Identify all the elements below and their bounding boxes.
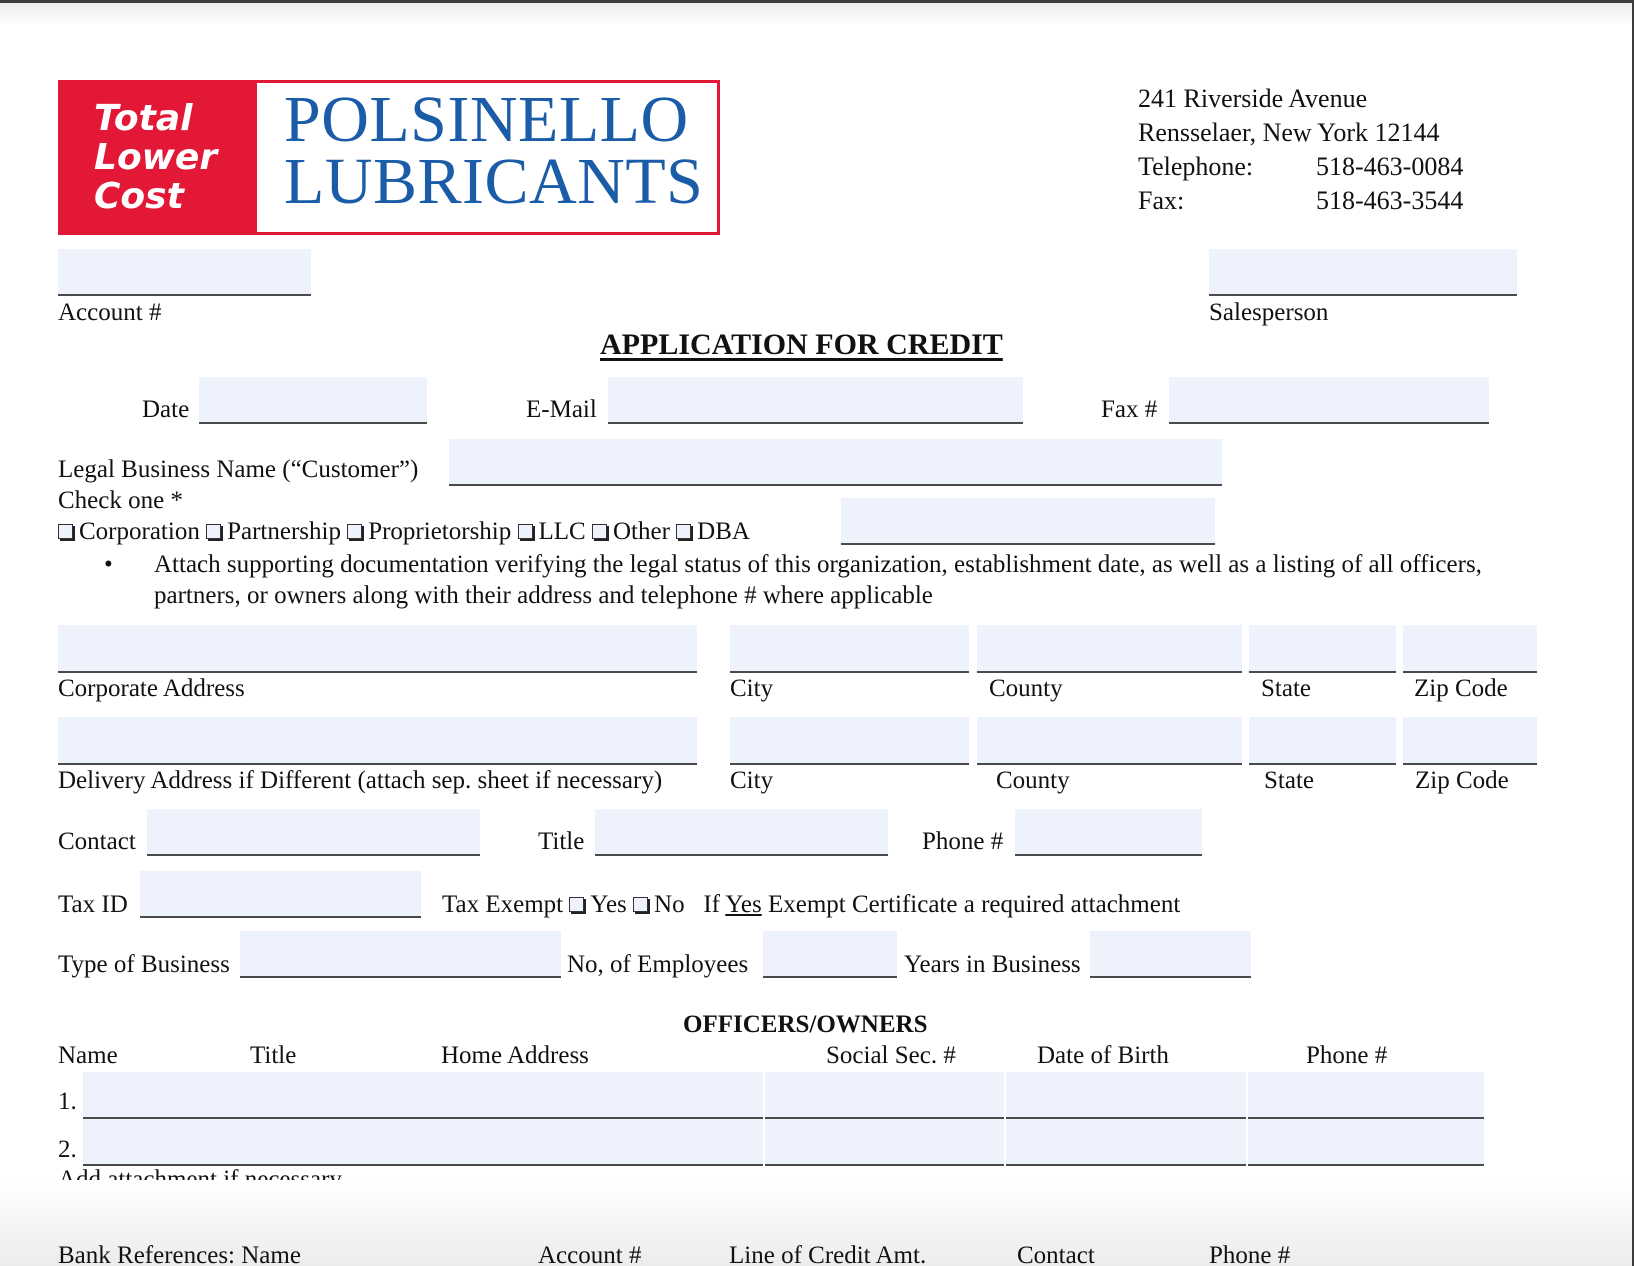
employees-label: No, of Employees bbox=[567, 951, 749, 978]
logo-name-line2: LUBRICANTS bbox=[284, 145, 704, 218]
officer-2-name-title-address-field[interactable] bbox=[83, 1119, 763, 1166]
delivery-zip-label: Zip Code bbox=[1415, 767, 1509, 794]
delivery-address-field[interactable] bbox=[58, 717, 697, 765]
tax-exempt-group bbox=[442, 890, 1180, 920]
contact-field[interactable] bbox=[147, 809, 480, 856]
fax-value: 518-463-3544 bbox=[1316, 186, 1464, 215]
years-label: Years in Business bbox=[904, 951, 1081, 978]
tagline-cost: Cost bbox=[94, 176, 184, 217]
entity-option-other[interactable] bbox=[592, 518, 670, 545]
officer-2-dob-field[interactable] bbox=[1006, 1119, 1246, 1166]
officers-col-phone: Phone # bbox=[1306, 1042, 1388, 1069]
officers-col-dob: Date of Birth bbox=[1037, 1042, 1169, 1069]
legal-name-field[interactable] bbox=[449, 439, 1222, 486]
delivery-address-label: Delivery Address if Different (attach sep. sheet if necessary) bbox=[58, 767, 663, 794]
yes-label: Yes bbox=[590, 891, 627, 918]
entity-type-options bbox=[58, 517, 750, 547]
tax-note-prefix: If bbox=[703, 891, 720, 918]
legal-name-label: Legal Business Name (“Customer”) bbox=[58, 456, 419, 483]
corporate-state-field[interactable] bbox=[1249, 625, 1396, 673]
title-field[interactable] bbox=[595, 809, 888, 856]
checkbox-icon[interactable] bbox=[569, 897, 584, 912]
option-label: DBA bbox=[697, 518, 750, 545]
entity-option-dba[interactable] bbox=[676, 518, 750, 545]
logo-company-name bbox=[284, 83, 704, 218]
years-field[interactable] bbox=[1090, 931, 1251, 978]
corporate-address-label: Corporate Address bbox=[58, 675, 245, 702]
delivery-state-label: State bbox=[1264, 767, 1314, 794]
option-label: Corporation bbox=[79, 518, 200, 545]
date-field[interactable] bbox=[199, 377, 427, 424]
tax-id-label: Tax ID bbox=[58, 891, 128, 918]
documentation-note-line2: partners, or owners along with their address and telephone # where applicable bbox=[154, 582, 933, 609]
checkbox-icon[interactable] bbox=[518, 524, 533, 539]
bank-ref-col-name: Bank References: Name bbox=[58, 1242, 301, 1266]
form-title: APPLICATION FOR CREDIT bbox=[600, 328, 1003, 361]
entity-option-llc[interactable] bbox=[518, 518, 586, 545]
officer-2-phone-field[interactable] bbox=[1248, 1119, 1484, 1166]
delivery-city-field[interactable] bbox=[730, 717, 969, 765]
tagline-lower: Lower bbox=[94, 137, 218, 178]
delivery-zip-field[interactable] bbox=[1403, 717, 1537, 765]
checkbox-icon[interactable] bbox=[347, 524, 362, 539]
officers-col-ssn: Social Sec. # bbox=[826, 1042, 956, 1069]
tax-exempt-no-option[interactable] bbox=[633, 891, 685, 918]
option-label: Proprietorship bbox=[368, 518, 512, 545]
checkbox-icon[interactable] bbox=[58, 524, 73, 539]
entity-option-partnership[interactable] bbox=[206, 518, 341, 545]
company-logo bbox=[58, 80, 720, 235]
date-label: Date bbox=[142, 396, 190, 423]
checkbox-icon[interactable] bbox=[206, 524, 221, 539]
company-address-block bbox=[1138, 82, 1463, 218]
no-label: No bbox=[654, 891, 685, 918]
corporate-zip-label: Zip Code bbox=[1414, 675, 1508, 702]
contact-label: Contact bbox=[58, 828, 136, 855]
tax-note-yes: Yes bbox=[725, 891, 762, 918]
fax-label: Fax: bbox=[1138, 186, 1185, 215]
salesperson-field[interactable] bbox=[1209, 249, 1517, 296]
bank-ref-col-credit: Line of Credit Amt. bbox=[729, 1242, 927, 1266]
bank-ref-col-contact: Contact bbox=[1017, 1242, 1095, 1266]
officers-col-home-address: Home Address bbox=[441, 1042, 589, 1069]
email-field[interactable] bbox=[608, 377, 1023, 424]
bullet-icon: • bbox=[104, 551, 113, 578]
logo-tagline bbox=[94, 99, 217, 216]
officer-2-ssn-field[interactable] bbox=[765, 1119, 1004, 1166]
bank-ref-col-phone: Phone # bbox=[1209, 1242, 1291, 1266]
delivery-state-field[interactable] bbox=[1249, 717, 1396, 765]
corporate-county-label: County bbox=[989, 675, 1063, 702]
officer-1-ssn-field[interactable] bbox=[765, 1072, 1004, 1119]
delivery-county-label: County bbox=[996, 767, 1070, 794]
account-field[interactable] bbox=[58, 249, 311, 296]
employees-field[interactable] bbox=[763, 931, 897, 978]
business-type-label: Type of Business bbox=[58, 951, 230, 978]
documentation-note-line1: Attach supporting documentation verifying the legal status of this organization, establishment date, as well as a listing of all officers, bbox=[154, 551, 1482, 578]
checkbox-icon[interactable] bbox=[633, 897, 648, 912]
corporate-address-field[interactable] bbox=[58, 625, 697, 673]
corporate-county-field[interactable] bbox=[977, 625, 1242, 673]
officers-col-title: Title bbox=[250, 1042, 297, 1069]
delivery-county-field[interactable] bbox=[977, 717, 1242, 765]
dba-field[interactable] bbox=[841, 498, 1215, 545]
logo-red-panel bbox=[61, 83, 257, 232]
business-type-field[interactable] bbox=[240, 931, 561, 978]
delivery-city-label: City bbox=[730, 767, 774, 794]
tax-exempt-yes-option[interactable] bbox=[569, 891, 626, 918]
fax-number-field[interactable] bbox=[1169, 377, 1489, 424]
check-one-label: Check one * bbox=[58, 487, 183, 514]
checkbox-icon[interactable] bbox=[592, 524, 607, 539]
company-city: Rensselaer, New York 12144 bbox=[1138, 118, 1440, 147]
checkbox-icon[interactable] bbox=[676, 524, 691, 539]
officer-row-2-number: 2. bbox=[58, 1136, 77, 1163]
corporate-city-field[interactable] bbox=[730, 625, 969, 673]
page-top-shadow bbox=[0, 3, 1634, 25]
title-label: Title bbox=[538, 828, 585, 855]
officer-row-1-number: 1. bbox=[58, 1088, 77, 1115]
bank-ref-col-account: Account # bbox=[538, 1242, 642, 1266]
salesperson-label: Salesperson bbox=[1209, 299, 1329, 326]
corporate-city-label: City bbox=[730, 675, 774, 702]
tax-id-field[interactable] bbox=[140, 871, 421, 918]
corporate-zip-field[interactable] bbox=[1403, 625, 1537, 673]
tax-note-suffix: Exempt Certificate a required attachment bbox=[767, 891, 1181, 918]
tagline-total: Total bbox=[94, 98, 193, 139]
option-label: Partnership bbox=[227, 518, 341, 545]
email-label: E-Mail bbox=[526, 396, 597, 423]
account-label: Account # bbox=[58, 299, 162, 326]
officer-1-name-title-address-field[interactable] bbox=[83, 1072, 763, 1119]
logo-name-line1: POLSINELLO bbox=[284, 83, 689, 156]
phone-label: Phone # bbox=[922, 828, 1004, 855]
phone-field[interactable] bbox=[1015, 809, 1202, 856]
telephone-label: Telephone: bbox=[1138, 152, 1254, 181]
fax-number-label: Fax # bbox=[1101, 396, 1158, 423]
telephone-value: 518-463-0084 bbox=[1316, 152, 1464, 181]
officer-1-phone-field[interactable] bbox=[1248, 1072, 1484, 1119]
entity-option-corporation[interactable] bbox=[58, 518, 200, 545]
officer-1-dob-field[interactable] bbox=[1006, 1072, 1246, 1119]
company-street: 241 Riverside Avenue bbox=[1138, 84, 1368, 113]
officers-heading: OFFICERS/OWNERS bbox=[683, 1011, 928, 1038]
option-label: Other bbox=[612, 518, 670, 545]
tax-exempt-label: Tax Exempt bbox=[442, 891, 564, 918]
corporate-state-label: State bbox=[1261, 675, 1311, 702]
entity-option-proprietorship[interactable] bbox=[347, 518, 511, 545]
option-label: LLC bbox=[538, 518, 586, 545]
officers-col-name: Name bbox=[58, 1042, 118, 1069]
